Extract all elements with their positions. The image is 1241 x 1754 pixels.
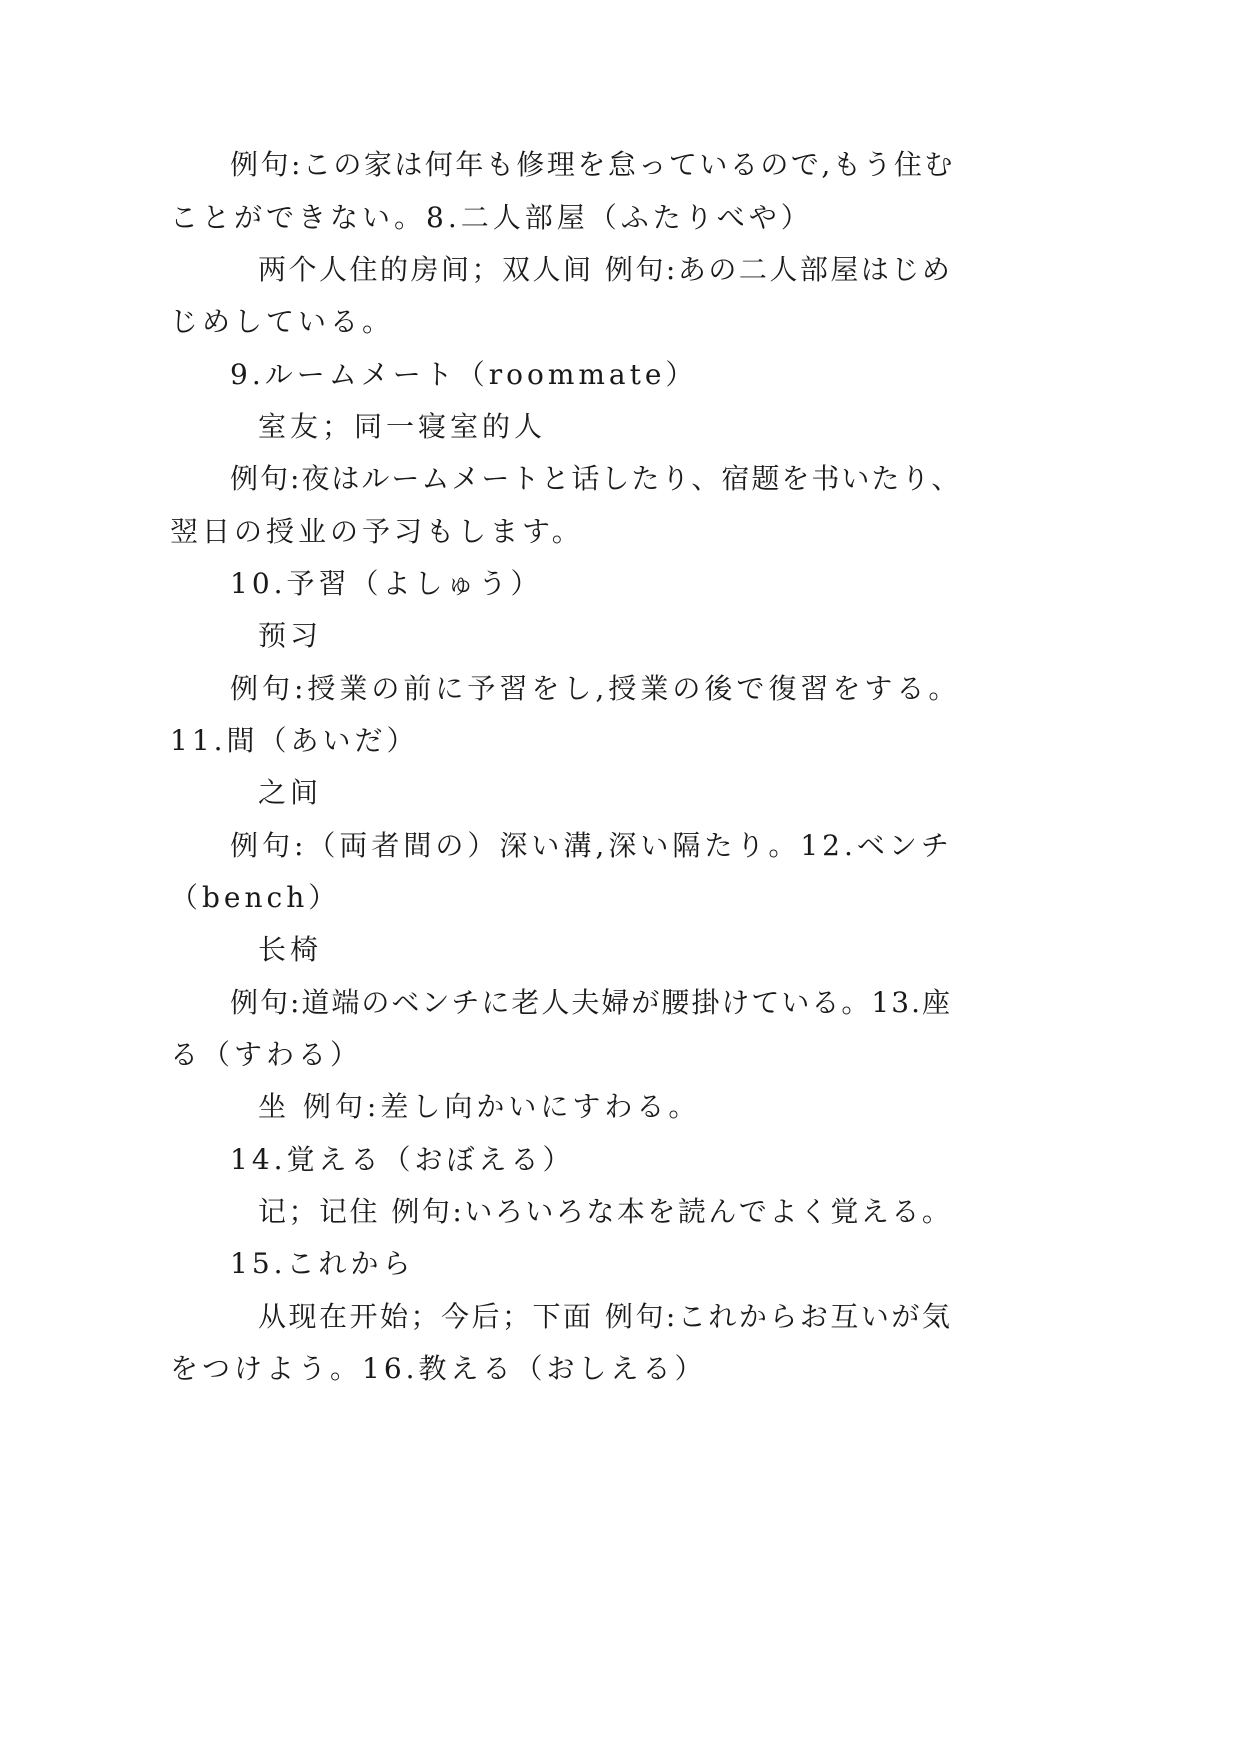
text-line: 15.これから — [230, 1247, 415, 1280]
text-line: じめしている。 — [170, 305, 395, 338]
text-line: 预习 — [258, 619, 323, 652]
text-line: 坐 例句:差し向かいにすわる。 — [258, 1090, 701, 1123]
text-line: （bench） — [170, 881, 341, 914]
text-line: 两个人住的房间；双人间 例句:あの二人部屋はじめ — [258, 253, 953, 286]
text-line: 例句:この家は何年も修理を怠っているので,もう住む — [230, 148, 955, 181]
text-line: 例句:授業の前に予習をし,授業の後で復習をする。 — [230, 672, 961, 705]
text-line: 例句:夜はルームメートと话したり、宿题を书いたり、 — [230, 462, 962, 495]
text-line: 从现在开始；今后；下面 例句:これからお互いが気 — [258, 1300, 953, 1333]
text-line: 记；记住 例句:いろいろな本を読んでよく覚える。 — [258, 1195, 953, 1228]
text-line: 长椅 — [258, 933, 323, 966]
text-line: 10.予習（よしゅう） — [230, 567, 543, 600]
text-line: 例句:道端のベンチに老人夫婦が腰掛けている。13.座 — [230, 986, 952, 1019]
text-line: ことができない。8.二人部屋（ふたりべや） — [170, 201, 813, 234]
text-line: 11.間（あいだ） — [170, 724, 419, 757]
text-line: る（すわる） — [170, 1038, 363, 1071]
text-line: をつけよう。16.教える（おしえる） — [170, 1352, 707, 1385]
text-line: 14.覚える（おぼえる） — [230, 1143, 575, 1176]
text-line: 9.ルームメート（roommate） — [230, 358, 698, 391]
text-line: 例句:（両者間の）深い溝,深い隔たり。12.ベンチ — [230, 829, 953, 862]
text-line: 之间 — [258, 776, 323, 809]
text-line: 室友；同一寝室的人 — [258, 410, 547, 443]
text-line: 翌日の授业の予习もします。 — [170, 515, 584, 548]
